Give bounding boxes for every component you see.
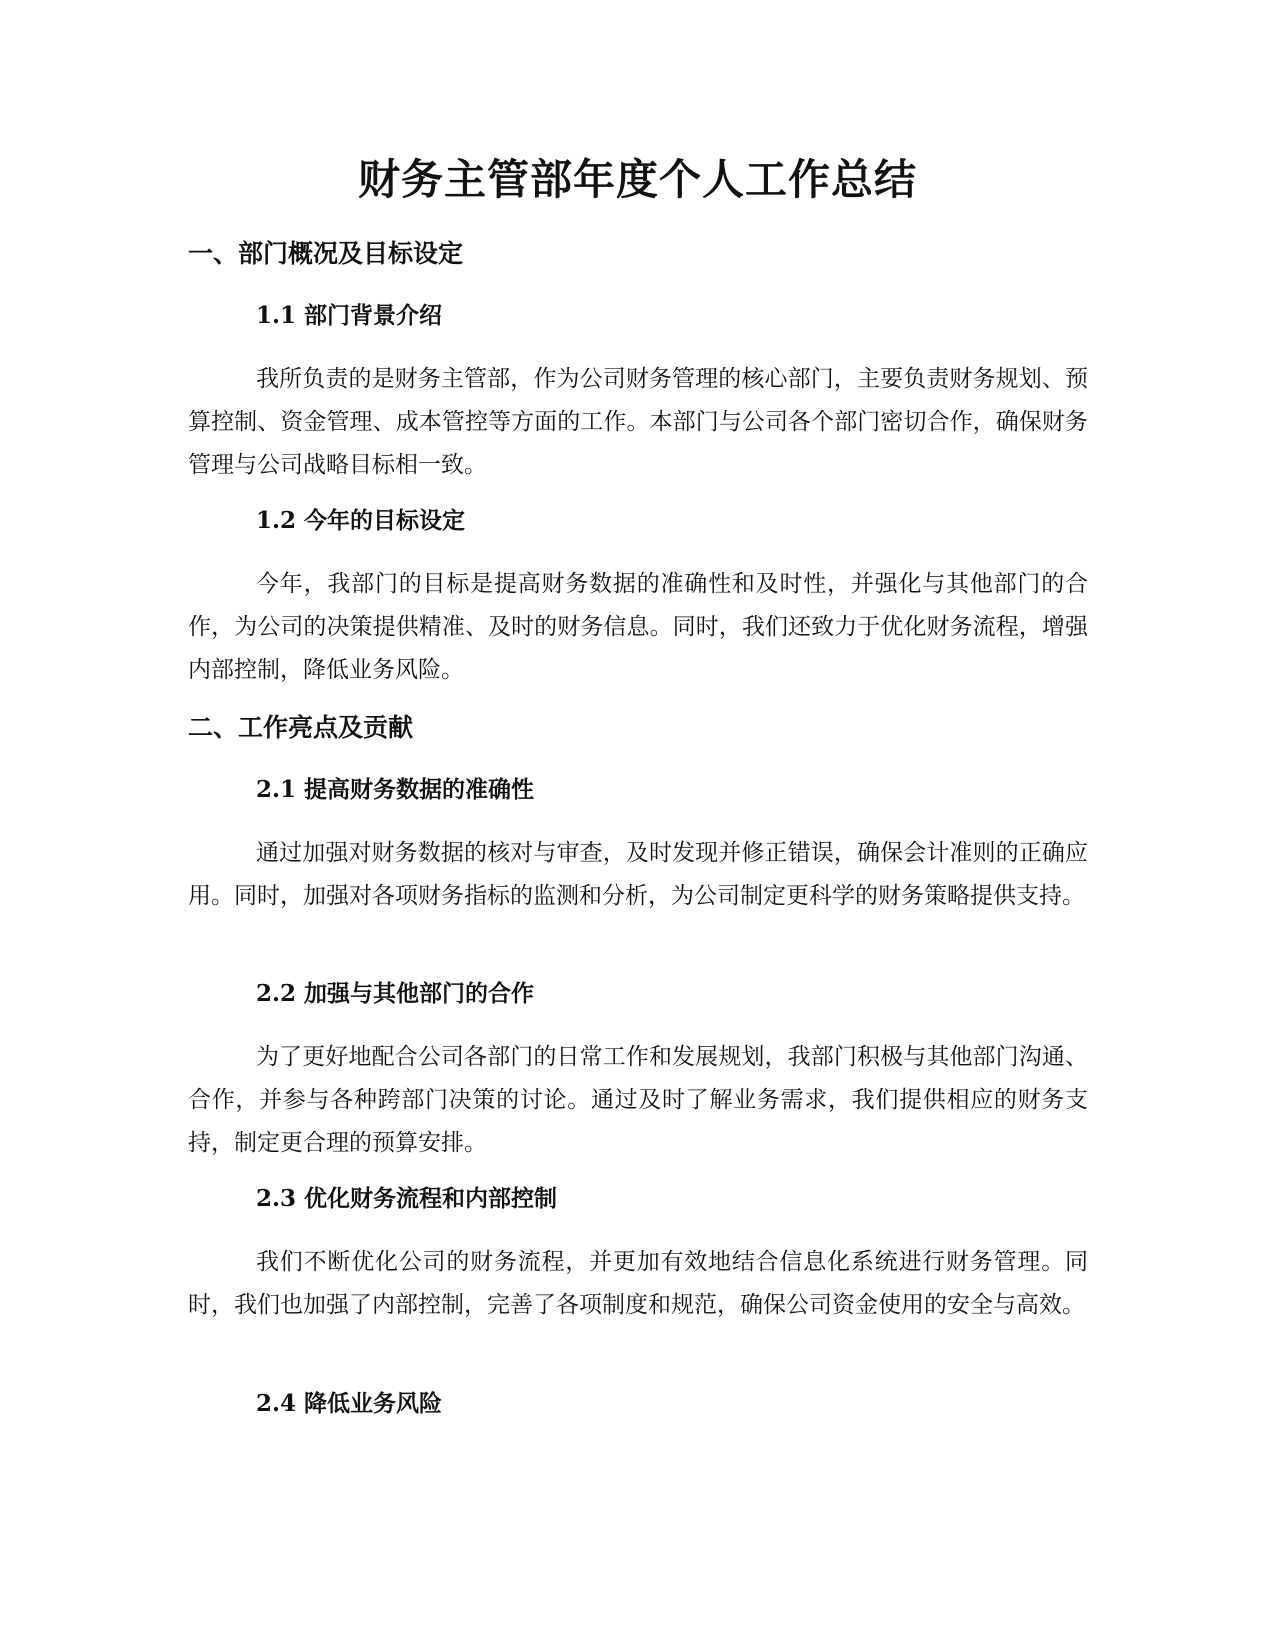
subsection-heading-2-1: 2.1 提高财务数据的准确性 — [256, 776, 535, 803]
subsection-heading-1-1: 1.1 部门背景介绍 — [256, 302, 443, 329]
section-heading-1: 一、部门概况及目标设定 — [188, 239, 464, 268]
paragraph-1-2: 今年，我部门的目标是提高财务数据的准确性和及时性，并强化与其他部门的合作，为公司的决策提供精准、及时的财务信息。同时，我们还致力于优化财务流程，增强内部控制，降低业务风险。 — [188, 571, 1088, 683]
paragraph-2-1: 通过加强对财务数据的核对与审查，及时发现并修正错误，确保会计准则的正确应用。同时，加强对各项财务指标的监测和分析，为公司制定更科学的财务策略提供支持。 — [188, 840, 1088, 909]
subsection-heading-1-2: 1.2 今年的目标设定 — [256, 507, 466, 534]
paragraph-2-2: 为了更好地配合公司各部门的日常工作和发展规划，我部门积极与其他部门沟通、合作，并参与各种跨部门决策的讨论。通过及时了解业务需求，我们提供相应的财务支持，制定更合理的预算安排。 — [188, 1044, 1088, 1156]
paragraph-2-3: 我们不断优化公司的财务流程，并更加有效地结合信息化系统进行财务管理。同时，我们也加强了内部控制，完善了各项制度和规范，确保公司资金使用的安全与高效。 — [188, 1249, 1088, 1318]
subsection-heading-2-3: 2.3 优化财务流程和内部控制 — [256, 1185, 558, 1212]
subsection-heading-2-2: 2.2 加强与其他部门的合作 — [256, 980, 535, 1007]
paragraph-1-1: 我所负责的是财务主管部，作为公司财务管理的核心部门，主要负责财务规划、预算控制、资金管理、成本管控等方面的工作。本部门与公司各个部门密切合作，确保财务管理与公司战略目标相一致。 — [188, 366, 1088, 478]
document-title: 财务主管部年度个人工作总结 — [357, 155, 917, 204]
subsection-heading-2-4: 2.4 降低业务风险 — [256, 1390, 443, 1417]
section-heading-2: 二、工作亮点及贡献 — [188, 713, 414, 742]
